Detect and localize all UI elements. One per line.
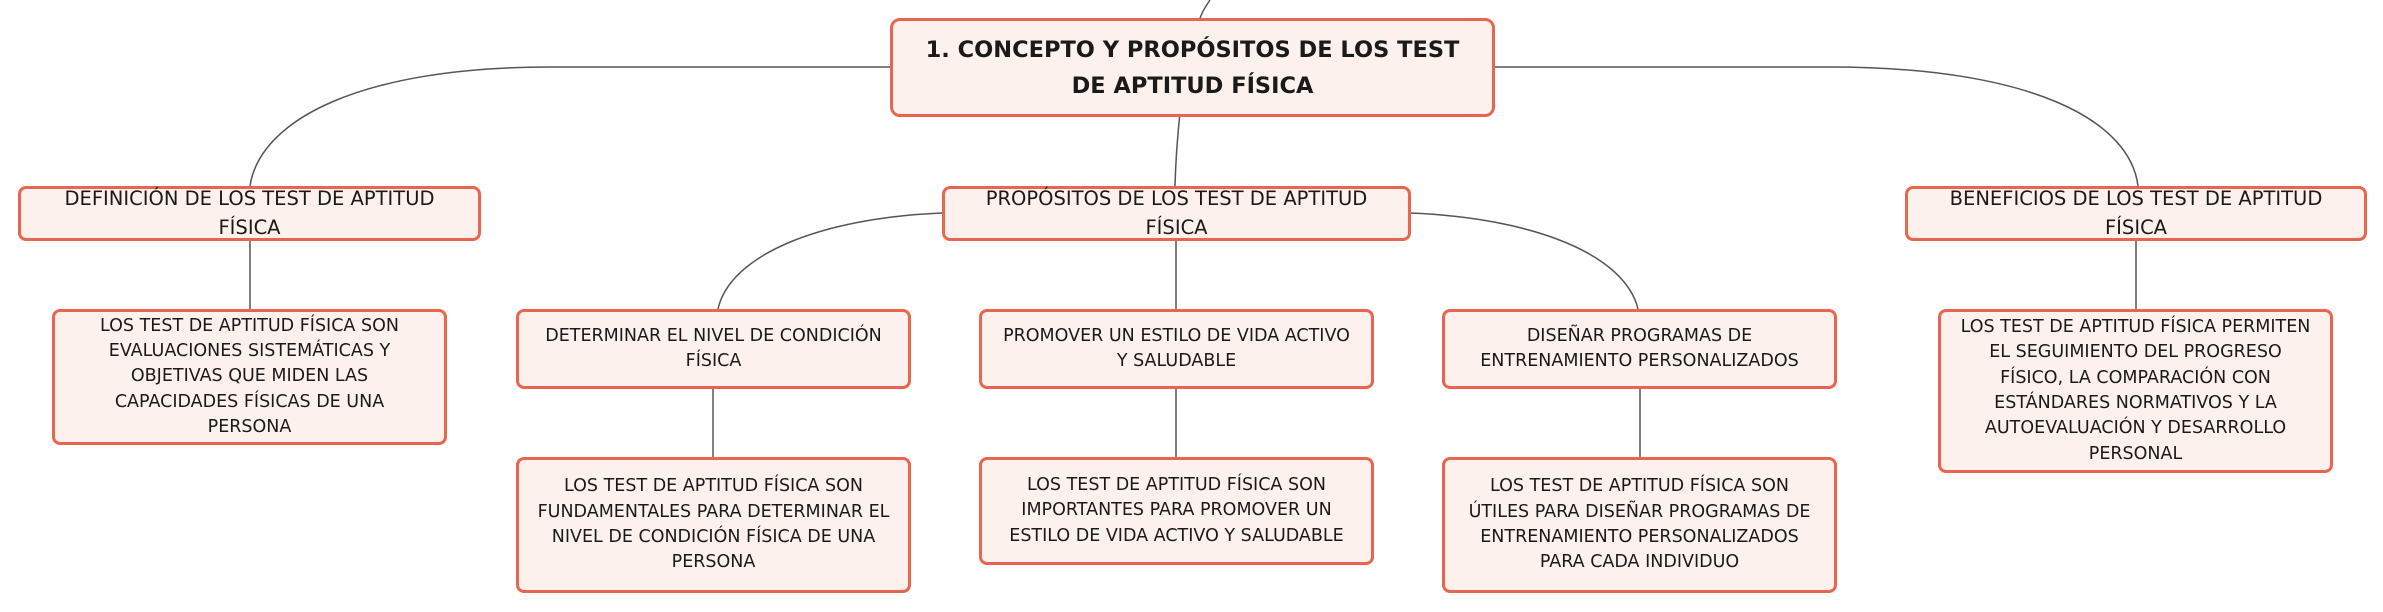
definition-topic[interactable] xyxy=(18,186,481,241)
benefits-detail[interactable] xyxy=(1938,309,2333,473)
purposes-topic[interactable] xyxy=(942,186,1411,241)
purposes-topic-label: PROPÓSITOS DE LOS TEST DE APTITUD FÍSICA xyxy=(985,187,1368,239)
benefits-topic[interactable] xyxy=(1905,186,2367,241)
purpose-item-3-detail-label: LOS TEST DE APTITUD FÍSICA SON ÚTILES PARA DISEÑAR PROGRAMAS DE ENTRENAMIENTO PERSONALIZADOS PARA CADA INDIVIDUO xyxy=(1468,476,1811,573)
purpose-item-3[interactable] xyxy=(1442,309,1837,389)
purpose-item-1-label: DETERMINAR EL NIVEL DE CONDICIÓN FÍSICA xyxy=(545,325,882,371)
root-topic[interactable] xyxy=(890,18,1495,117)
connector-root-definition xyxy=(250,67,890,186)
connector-purposes-item3 xyxy=(1410,213,1638,309)
connector-purposes-item1 xyxy=(718,213,942,309)
purpose-item-3-label: DISEÑAR PROGRAMAS DE ENTRENAMIENTO PERSONALIZADOS xyxy=(1480,325,1799,371)
purpose-item-1-detail-label: LOS TEST DE APTITUD FÍSICA SON FUNDAMENTALES PARA DETERMINAR EL NIVEL DE CONDICIÓN FÍSICA DE UNA PERSONA xyxy=(537,476,890,573)
root-topic-label: 1. CONCEPTO Y PROPÓSITOS DE LOS TEST DE APTITUD FÍSICA xyxy=(925,36,1460,99)
purpose-item-1-detail[interactable] xyxy=(516,457,911,593)
connector-root-benefits xyxy=(1495,67,2138,186)
purpose-item-2-detail[interactable] xyxy=(979,457,1374,565)
benefits-topic-label: BENEFICIOS DE LOS TEST DE APTITUD FÍSICA xyxy=(1949,187,2323,239)
definition-topic-label: DEFINICIÓN DE LOS TEST DE APTITUD FÍSICA xyxy=(64,187,435,239)
definition-detail[interactable] xyxy=(52,309,447,445)
purpose-item-2-detail-label: LOS TEST DE APTITUD FÍSICA SON IMPORTANTES PARA PROMOVER UN ESTILO DE VIDA ACTIVO Y SALUDABLE xyxy=(1009,474,1344,546)
purpose-item-3-detail[interactable] xyxy=(1442,457,1837,593)
benefits-detail-label: LOS TEST DE APTITUD FÍSICA PERMITEN EL SEGUIMIENTO DEL PROGRESO FÍSICO, LA COMPARACIÓN CON ESTÁNDARES NORMATIVOS Y LA AUTOEVALUACIÓN Y DESARROLLO PERSONAL xyxy=(1960,316,2311,464)
definition-detail-label: LOS TEST DE APTITUD FÍSICA SON EVALUACIONES SISTEMÁTICAS Y OBJETIVAS QUE MIDEN LAS CAPACIDADES FÍSICAS DE UNA PERSONA xyxy=(100,315,399,438)
connector-root-parent xyxy=(1200,0,1210,18)
purpose-item-2-label: PROMOVER UN ESTILO DE VIDA ACTIVO Y SALUDABLE xyxy=(1003,325,1350,371)
purpose-item-1[interactable] xyxy=(516,309,911,389)
purpose-item-2[interactable] xyxy=(979,309,1374,389)
connector-root-purposes xyxy=(1175,113,1180,186)
